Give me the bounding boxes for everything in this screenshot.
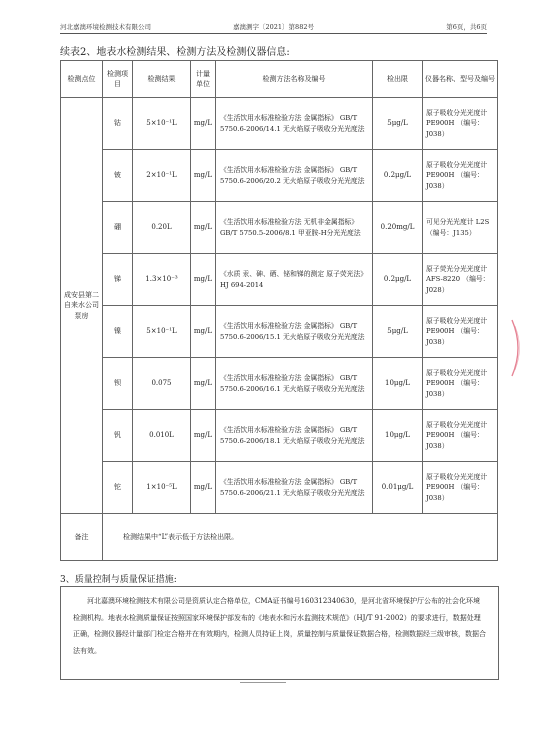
- partial-seal-stamp: [510, 318, 526, 378]
- item-cell: 钒: [103, 410, 133, 462]
- results-table: [60, 60, 498, 561]
- method-cell: 《生活饮用水标准检验方法 金属指标》 GB/T 5750.6-2006/21.1 无火焰原子吸收分光光度法: [216, 462, 373, 514]
- header-method: 检测方法名称及编号: [216, 61, 373, 98]
- result-cell: 0.010L: [133, 410, 191, 462]
- table-row: [61, 202, 498, 254]
- instrument-cell: 原子吸收分光光度计 PE900H （编号：J038）: [423, 410, 498, 462]
- header-site: 检测点位: [61, 61, 103, 98]
- method-cell: 《生活饮用水标准检验方法 金属指标》 GB/T 5750.6-2006/20.2 无火焰原子吸收分光光度法: [216, 150, 373, 202]
- remark-row: [61, 514, 498, 561]
- item-cell: 铍: [103, 150, 133, 202]
- limit-cell: 10μg/L: [373, 410, 423, 462]
- instrument-cell: 原子吸收分光光度计 PE900H （编号：J038）: [423, 98, 498, 150]
- limit-cell: 0.2μg/L: [373, 150, 423, 202]
- method-cell: 《生活饮用水标准检验方法 金属指标》 GB/T 5750.6-2006/15.1 无火焰原子吸收分光光度法: [216, 306, 373, 358]
- instrument-cell: 原子吸收分光光度计 PE900H （编号：J038）: [423, 358, 498, 410]
- unit-cell: mg/L: [191, 306, 216, 358]
- table-header-row: [61, 61, 498, 98]
- unit-cell: mg/L: [191, 98, 216, 150]
- result-cell: 5×10⁻¹L: [133, 98, 191, 150]
- unit-cell: mg/L: [191, 150, 216, 202]
- header-instrument: 仪器名称、型号及编号: [423, 61, 498, 98]
- result-cell: 5×10⁻¹L: [133, 306, 191, 358]
- instrument-cell: 原子荧光分光光度计 AFS-8220 （编号：J028）: [423, 254, 498, 306]
- header-unit: 计量单位: [191, 61, 216, 98]
- header-result: 检测结果: [133, 61, 191, 98]
- instrument-cell: 原子吸收分光光度计 PE900H （编号：J038）: [423, 150, 498, 202]
- unit-cell: mg/L: [191, 358, 216, 410]
- table-row: [61, 254, 498, 306]
- table-row: [61, 98, 498, 150]
- limit-cell: 0.2μg/L: [373, 254, 423, 306]
- instrument-cell: 可见分光光度计 L2S （编号：J135）: [423, 202, 498, 254]
- header-divider: [60, 33, 487, 34]
- table-row: [61, 358, 498, 410]
- item-cell: 硼: [103, 202, 133, 254]
- result-cell: 0.075: [133, 358, 191, 410]
- method-cell: 《水质 汞、砷、硒、铋和锑的测定 原子荧光法》HJ 694-2014: [216, 254, 373, 306]
- result-cell: 2×10⁻¹L: [133, 150, 191, 202]
- item-cell: 钴: [103, 98, 133, 150]
- unit-cell: mg/L: [191, 254, 216, 306]
- company-name: 河北嘉澳环境检测技术有限公司: [60, 23, 151, 31]
- table-row: [61, 410, 498, 462]
- remark-text: 检测结果中“L”表示低于方法检出限。: [103, 514, 498, 561]
- table-title: 续表2、地表水检测结果、检测方法及检测仪器信息:: [60, 47, 290, 58]
- limit-cell: 5μg/L: [373, 306, 423, 358]
- section3-title: 3、质量控制与质量保证措施:: [60, 575, 177, 585]
- method-cell: 《生活饮用水标准检验方法 金属指标》 GB/T 5750.6-2006/18.1 无火焰原子吸收分光光度法: [216, 410, 373, 462]
- item-cell: 铊: [103, 462, 133, 514]
- limit-cell: 0.01μg/L: [373, 462, 423, 514]
- method-cell: 《生活饮用水标准检验方法 金属指标》 GB/T 5750.6-2006/16.1 无火焰原子吸收分光光度法: [216, 358, 373, 410]
- instrument-cell: 原子吸收分光光度计 PE900H （编号：J038）: [423, 306, 498, 358]
- unit-cell: mg/L: [191, 462, 216, 514]
- result-cell: 0.20L: [133, 202, 191, 254]
- method-cell: 《生活饮用水标准检验方法 金属指标》 GB/T 5750.6-2006/14.1 无火焰原子吸收分光光度法: [216, 98, 373, 150]
- table-row: [61, 462, 498, 514]
- item-cell: 镍: [103, 306, 133, 358]
- item-cell: 钡: [103, 358, 133, 410]
- table-row: [61, 150, 498, 202]
- limit-cell: 0.20mg/L: [373, 202, 423, 254]
- header-item: 检测项目: [103, 61, 133, 98]
- page-number: 第6页，共6页: [446, 23, 487, 31]
- header-limit: 检出限: [373, 61, 423, 98]
- limit-cell: 10μg/L: [373, 358, 423, 410]
- result-cell: 1.3×10⁻³: [133, 254, 191, 306]
- unit-cell: mg/L: [191, 202, 216, 254]
- report-number: 嘉澳测字〔2021〕第882号: [233, 23, 314, 31]
- instrument-cell: 原子吸收分光光度计 PE900H （编号：J038）: [423, 462, 498, 514]
- unit-cell: mg/L: [191, 410, 216, 462]
- method-cell: 《生活饮用水标准检验方法 无机非金属指标》 GB/T 5750.5-2006/8.1 甲亚胺-H分光光度法: [216, 202, 373, 254]
- item-cell: 锑: [103, 254, 133, 306]
- quality-statement: 河北嘉澳环境检测技术有限公司是资质认定合格单位，CMA证书编号160312340630，是河北省环境保护厅公布的社会化环境检测机构。地表水检测质量保证按照国家环境保护部发布的《地表水和污水监测技术规范》（HJ/T 91-2002）的要求进行，数据处理正确，检测仪器经计量部门检定合格并在有效期内，检测人员持证上岗，质量控制与质量保证数据合格，检测数据经三级审核，数据合法有效。: [60, 586, 499, 680]
- result-cell: 1×10⁻⁵L: [133, 462, 191, 514]
- bottom-divider: [240, 682, 286, 683]
- site-name: 成安县第二自来水公司泵房: [61, 98, 103, 514]
- table-row: [61, 306, 498, 358]
- remark-label: 备注: [61, 514, 103, 561]
- limit-cell: 5μg/L: [373, 98, 423, 150]
